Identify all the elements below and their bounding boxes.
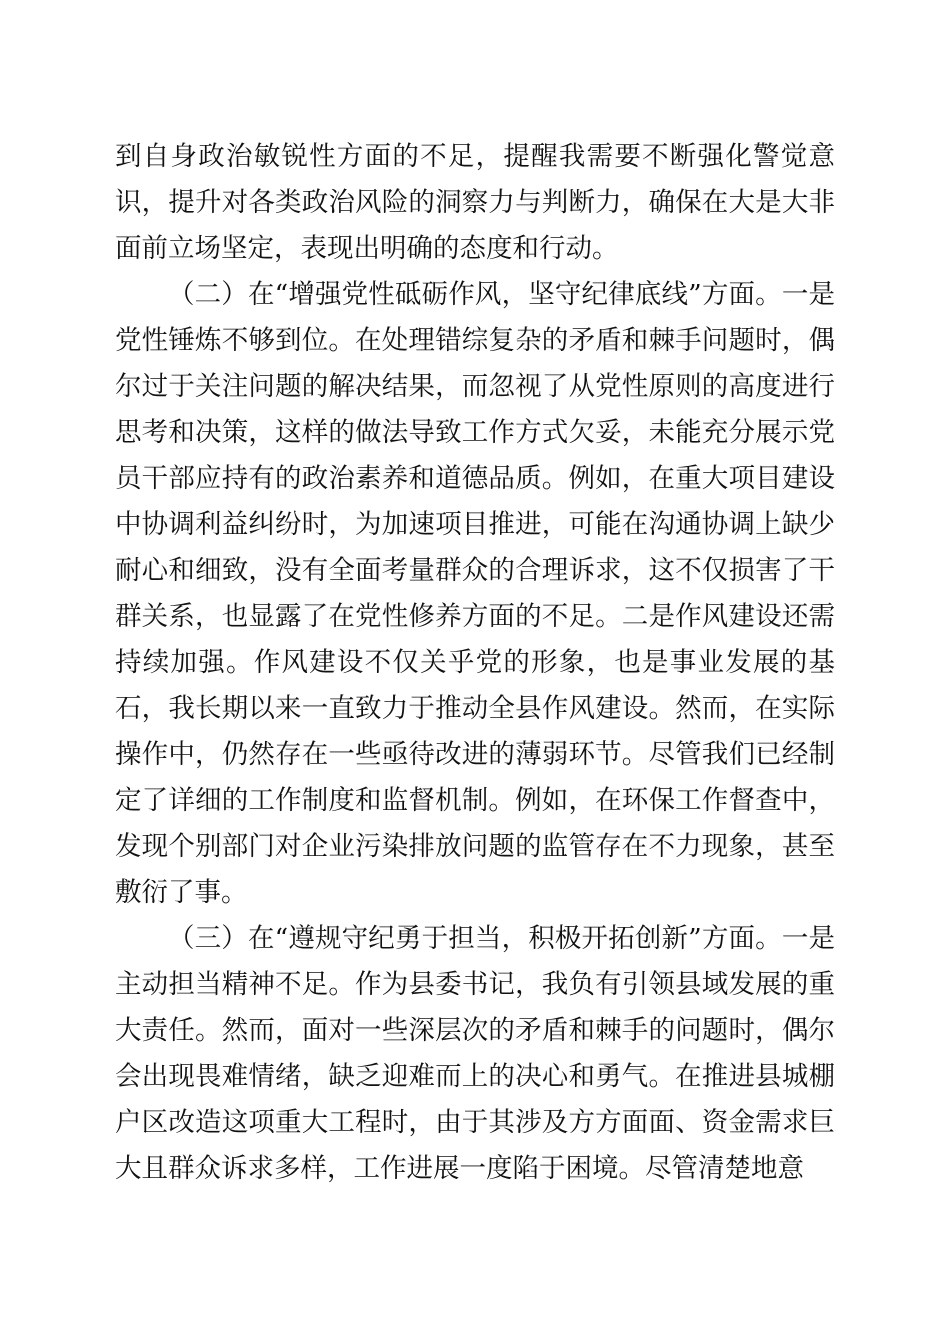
document-body <box>115 134 835 1192</box>
paragraph-section-two: （二）在“增强党性砥砺作风，坚守纪律底线”方面。一是党性锤炼不够到位。在处理错综复杂的矛盾和棘手问题时，偶尔过于关注问题的解决结果，而忽视了从党性原则的高度进行思考和决策，这样的做法导致工作方式欠妥，未能充分展示党员干部应持有的政治素养和道德品质。例如，在重大项目建设中协调利益纠纷时，为加速项目推进，可能在沟通协调上缺少耐心和细致，没有全面考量群众的合理诉求，这不仅损害了干群关系，也显露了在党性修养方面的不足。二是作风建设还需持续加强。作风建设不仅关乎党的形象，也是事业发展的基石，我长期以来一直致力于推动全县作风建设。然而，在实际操作中，仍然存在一些亟待改进的薄弱环节。尽管我们已经制定了详细的工作制度和监督机制。例如，在环保工作督查中，发现个别部门对企业污染排放问题的监管存在不力现象，甚至敷衍了事。 <box>115 279 835 908</box>
paragraph-section-three: （三）在“遵规守纪勇于担当，积极开拓创新”方面。一是主动担当精神不足。作为县委书记，我负有引领县域发展的重大责任。然而，面对一些深层次的矛盾和棘手的问题时，偶尔会出现畏难情绪，缺乏迎难而上的决心和勇气。在推进县城棚户区改造这项重大工程时，由于其涉及方方面面、资金需求巨大且群众诉求多样，工作进展一度陷于困境。尽管清楚地意 <box>115 923 835 1184</box>
paragraph-continuation: 到自身政治敏锐性方面的不足，提醒我需要不断强化警觉意识，提升对各类政治风险的洞察力与判断力，确保在大是大非面前立场坚定，表现出明确的态度和行动。 <box>115 141 835 264</box>
